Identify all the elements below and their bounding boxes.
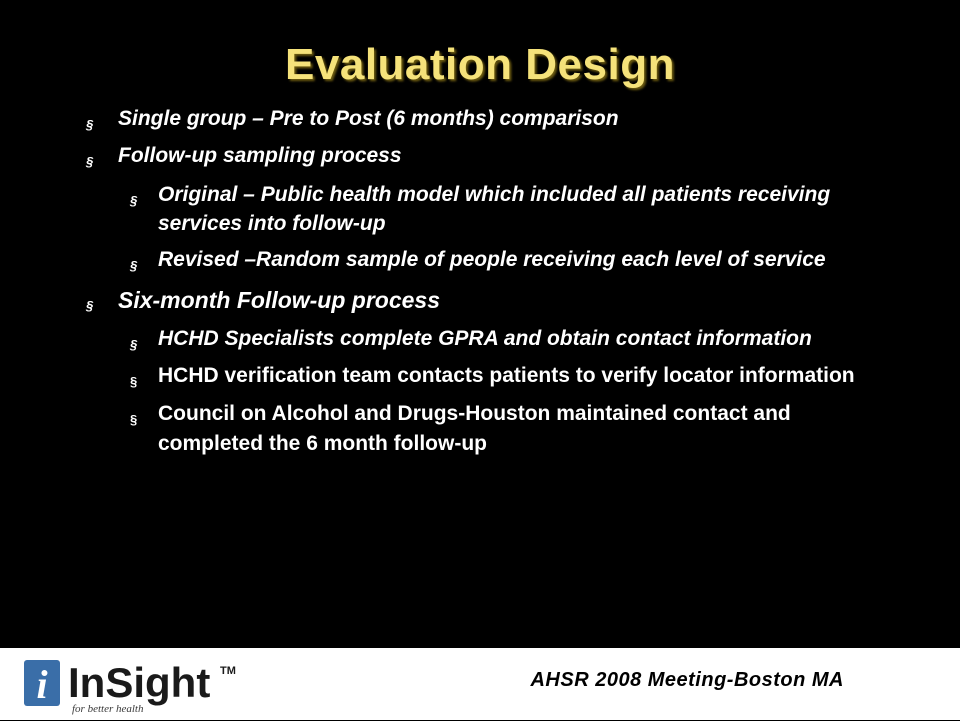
bullet-text: Single group – Pre to Post (6 months) comparison — [118, 107, 619, 130]
bullet-text: Original – Public health model which included all patients receiving services into follow-up — [158, 183, 831, 235]
bullet-item — [0, 286, 960, 314]
bullet-marker: § — [86, 154, 94, 169]
bullet-text: Revised –Random sample of people receiving each level of service — [158, 248, 826, 271]
sub-bullet-item — [0, 361, 960, 391]
insight-logo — [22, 656, 252, 716]
bullet-marker: § — [86, 117, 94, 132]
bullet-marker: § — [130, 374, 138, 389]
sub-bullet-item — [0, 180, 960, 238]
bullet-marker: § — [130, 258, 138, 273]
slide-body — [0, 104, 960, 459]
slide-title: Evaluation Design — [285, 40, 675, 89]
logo-letter: i — [36, 662, 48, 707]
footer-tagline: AHSR 2008 Meeting-Boston MA — [530, 669, 844, 691]
bullet-text: Council on Alcohol and Drugs-Houston maintained contact and completed the 6 month follow-up — [158, 402, 791, 455]
bullet-marker: § — [130, 337, 138, 352]
logo-text: InSight — [68, 659, 211, 706]
bullet-item — [0, 107, 960, 131]
logo-tagline: for better health — [72, 703, 144, 715]
bullet-text: Follow-up sampling process — [118, 144, 402, 167]
bullet-text: Six-month Follow-up process — [118, 287, 441, 313]
footer-bar — [0, 648, 960, 720]
bullet-text: HCHD verification team contacts patients to verify locator information — [158, 364, 855, 387]
bullet-marker: § — [130, 412, 138, 427]
bullet-marker: § — [130, 193, 138, 208]
bullet-text: HCHD Specialists complete GPRA and obtain contact information — [158, 327, 812, 350]
bullet-marker: § — [86, 298, 94, 313]
sub-bullet-item — [0, 399, 960, 459]
sub-bullet-item — [0, 324, 960, 353]
logo-tm: TM — [220, 665, 236, 677]
bullet-item — [0, 144, 960, 168]
sub-bullet-item — [0, 242, 960, 278]
insight-logo-icon — [22, 656, 252, 716]
